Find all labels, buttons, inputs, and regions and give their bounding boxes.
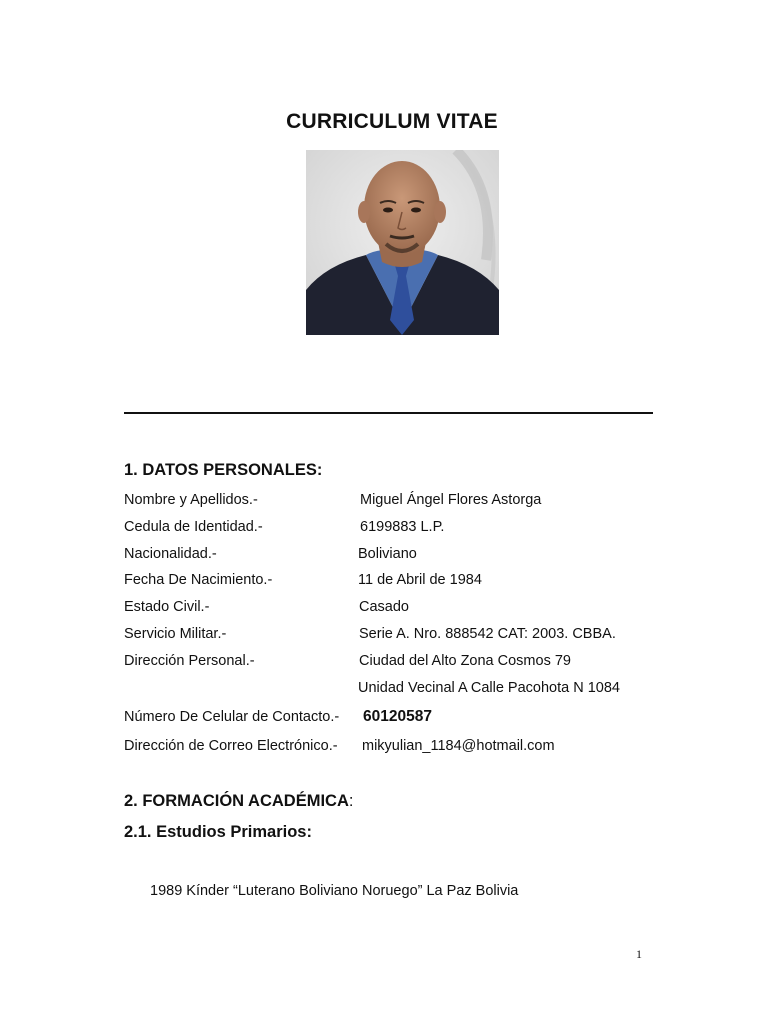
page-number: 1 (636, 947, 642, 961)
section-heading-personal-data: 1. DATOS PERSONALES: (124, 461, 323, 479)
info-value: Serie A. Nro. 888542 CAT: 2003. CBBA. (359, 626, 616, 642)
info-label: Número De Celular de Contacto.- (124, 709, 340, 725)
education-item: 1989 Kínder “Luterano Boliviano Noruego” La Paz Bolivia (150, 883, 519, 899)
info-label: Servicio Militar.- (124, 626, 227, 642)
horizontal-rule (124, 412, 653, 414)
info-value: Miguel Ángel Flores Astorga (360, 492, 542, 508)
info-value: Unidad Vecinal A Calle Pacohota N 1084 (358, 680, 620, 696)
info-value: Casado (359, 599, 409, 615)
info-value: Boliviano (358, 546, 417, 562)
info-value-email: mikyulian_1184@hotmail.com (362, 738, 555, 754)
section-heading-colon: : (348, 792, 354, 810)
info-value: Ciudad del Alto Zona Cosmos 79 (359, 653, 571, 669)
info-label: Nombre y Apellidos.- (124, 492, 258, 508)
info-label: Dirección de Correo Electrónico.- (124, 738, 338, 754)
info-value: 11 de Abril de 1984 (358, 572, 482, 588)
section-heading-text: 2. FORMACIÓN ACADÉMICA (124, 792, 349, 810)
info-label: Dirección Personal.- (124, 653, 255, 669)
info-label: Estado Civil.- (124, 599, 210, 615)
profile-photo (306, 150, 499, 335)
document-title: CURRICULUM VITAE (286, 110, 498, 133)
info-value: 6199883 L.P. (360, 519, 445, 535)
section-heading-education (124, 792, 353, 811)
info-label: Fecha De Nacimiento.- (124, 572, 273, 588)
info-value-phone: 60120587 (363, 708, 432, 725)
subsection-heading-primary: 2.1. Estudios Primarios: (124, 823, 312, 841)
info-label: Nacionalidad.- (124, 546, 217, 562)
info-label: Cedula de Identidad.- (124, 519, 263, 535)
